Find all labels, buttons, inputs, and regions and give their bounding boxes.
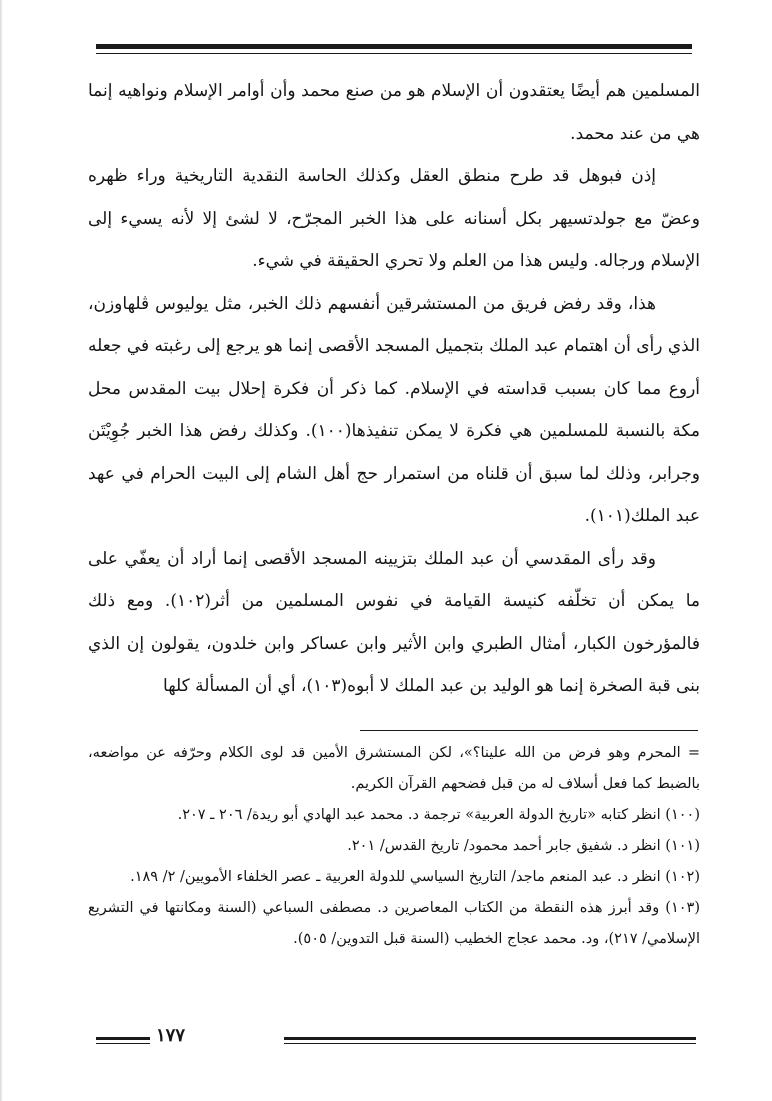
footnote: (١٠١) انظر د. شفيق جابر أحمد محمود/ تاريخ القدس/ ٢٠١. — [347, 838, 700, 854]
footer-rule-right — [284, 1037, 696, 1040]
footnote-continuation: = المحرم وهو فرض من الله علينا؟»، لكن المستشرق الأمين قد لوى الكلام وحرّفه عن مواضعه، بالضبط كما فعل أسلاف له من قبل فضحهم القرآن الكريم. — [88, 745, 700, 792]
footer-rule-left — [96, 1037, 150, 1040]
footer-rule-left-thin — [96, 1043, 150, 1044]
paragraph: هذا، وقد رفض فريق من المستشرقين أنفسهم ذلك الخبر، مثل يوليوس ڤلهاوزن، الذي رأى أن اهتمام عبد الملك بتجميل المسجد الأقصى إنما هو يرجع إلى رغبته في جعله أروع مما كان بسبب قداسته في الإسلام. كما ذكر أن فكرة إحلال بيت المقدس محل مكة بالنسبة للمسلمين هي فكرة لا يمكن تنفيذها(١٠٠). وكذلك رفض هذا الخبر جُوِيْتَن وجرابر، وذلك لما سبق أن قلناه من استمرار حج أهل الشام إلى البيت الحرام في عهد عبد الملك(١٠١). — [88, 293, 700, 526]
footnote: (١٠٣) وقد أبرز هذه النقطة من الكتاب المعاصرين د. مصطفى السباعي (السنة ومكانتها في التشريع الإسلامي/ ٢١٧)، ود. محمد عجاج الخطيب (السنة قبل التدوين/ ٥٠٥). — [88, 900, 700, 947]
header-rule-thin — [96, 53, 692, 54]
footer-rule-right-thin — [284, 1043, 696, 1044]
footnote-separator — [360, 730, 698, 731]
footnote: (١٠٢) انظر د. عبد المنعم ماجد/ التاريخ السياسي للدولة العربية ـ عصر الخلفاء الأمويين/ ٢/ ١٨٩. — [130, 869, 700, 885]
paragraph: المسلمين هم أيضًا يعتقدون أن الإسلام هو من صنع محمد وأن أوامر الإسلام ونواهيه إنما هي من عند محمد. — [88, 81, 700, 144]
footnotes — [88, 738, 700, 955]
page-number: ١٧٧ — [156, 1025, 186, 1046]
paragraph: وقد رأى المقدسي أن عبد الملك بتزيينه المسجد الأقصى إنما أراد أن يعفّي على ما يمكن أن تخلّفه كنيسة القيامة في نفوس المسلمين من أثر(١٠٢). ومع ذلك فالمؤرخون الكبار، أمثال الطبري وابن الأثير وابن عساكر وابن خلدون، يقولون إن الذي بنى قبة الصخرة إنما هو الوليد بن عبد الملك لا أبوه(١٠٣)، أي أن المسألة كلها — [88, 548, 700, 696]
main-text — [88, 70, 700, 708]
scan-edge — [0, 0, 3, 1101]
footnote: (١٠٠) انظر كتابه «تاريخ الدولة العربية» ترجمة د. محمد عبد الهادي أبو ريدة/ ٢٠٦ ـ ٢٠٧. — [177, 807, 700, 823]
paragraph: إذن فبوهل قد طرح منطق العقل وكذلك الحاسة النقدية التاريخية وراء ظهره وعضّ مع جولدتسيهر بكل أسنانه على هذا الخبر المجرّح، لا لشئ إلا لأنه يسيء إلى الإسلام ورجاله. وليس هذا من العلم ولا تحري الحقيقة في شيء. — [88, 166, 700, 271]
page-footer — [96, 1025, 696, 1050]
header-rule — [96, 44, 692, 49]
